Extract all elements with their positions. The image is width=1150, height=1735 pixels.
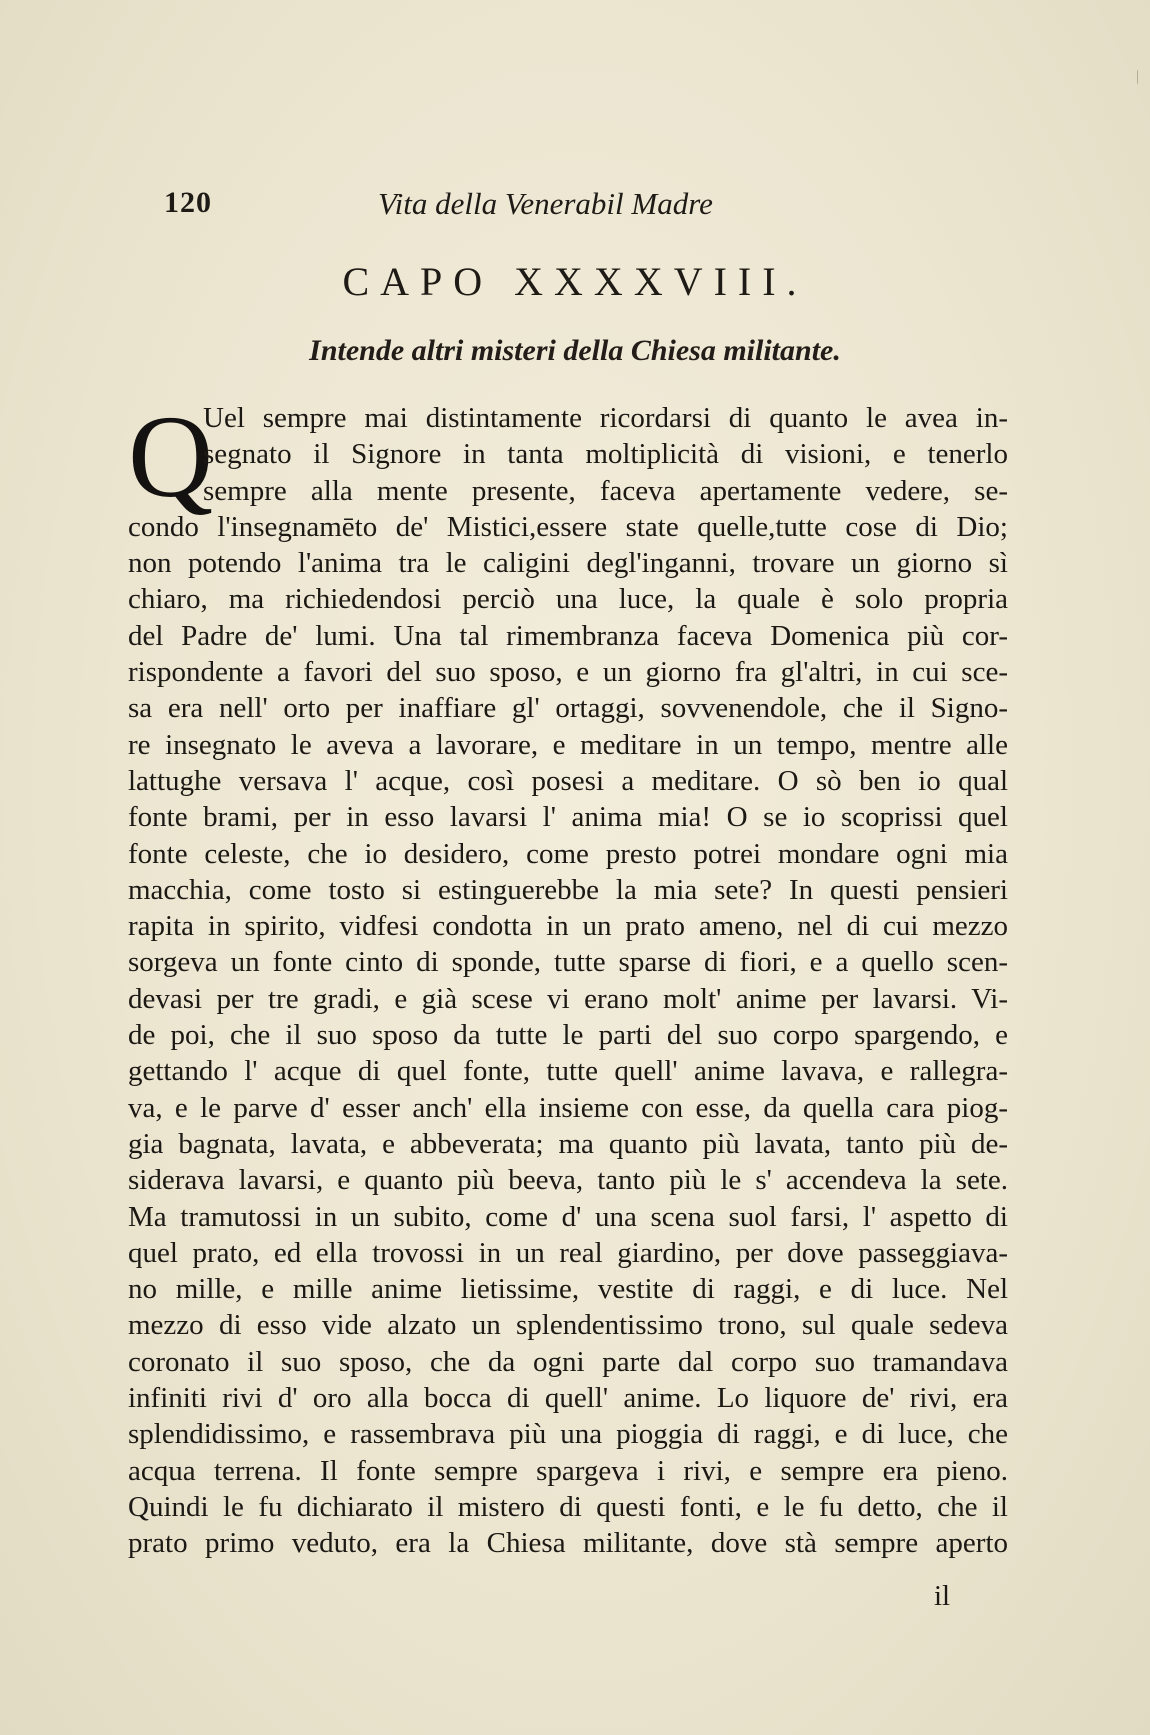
text-line: condo l'insegnamēto de' Mistici,essere state quelle,tutte cose di Dio; (128, 510, 1008, 543)
text-line: acqua terrena. Il fonte sempre spargeva i rivi, e sempre era pieno. (128, 1454, 1008, 1487)
text-line: segnato il Signore in tanta moltiplicità di visioni, e tenerlo (203, 438, 1008, 471)
text-line: Uel sempre mai distintamente ricordarsi di quanto le avea in- (203, 402, 1008, 434)
text-line: macchia, come tosto si estinguerebbe la mia sete? In questi pensieri (128, 873, 1008, 906)
text-line: mezzo di esso vide alzato un splendentissimo trono, sul quale sedeva (128, 1309, 1008, 1342)
text-line: de poi, che il suo sposo da tutte le parti del suo corpo spargendo, e (128, 1019, 1008, 1052)
text-line: rapita in spirito, vidfesi condotta in un prato ameno, nel di cui mezzo (128, 910, 1008, 943)
body-text (128, 391, 1008, 1562)
text-line: Quindi le fu dichiarato il mistero di questi fonti, e le fu detto, che il (128, 1490, 1008, 1523)
text-line: coronato il suo sposo, che da ogni parte dal corpo suo tramandava (128, 1345, 1008, 1378)
text-line: va, e le parve d' esser anch' ella insieme con esse, da quella cara piog- (128, 1091, 1008, 1124)
text-line: siderava lavarsi, e quanto più beeva, tanto più le s' accendeva la sete. (128, 1164, 1008, 1197)
chapter-title: CAPO XXXXVIII. (342, 259, 808, 304)
text-line: devasi per tre gradi, e già scese vi erano molt' anime per lavarsi. Vi- (128, 982, 1008, 1015)
text-line: gettando l' acque di quel fonte, tutte quell' anime lavava, e rallegra- (128, 1055, 1008, 1088)
text-line: fonte celeste, che io desidero, come presto potrei mondare ogni mia (128, 837, 1008, 870)
text-line: chiaro, ma richiedendosi perciò una luce, la quale è solo propria (128, 583, 1008, 616)
text-line: re insegnato le aveva a lavorare, e meditare in un tempo, mentre alle (128, 728, 1008, 761)
text-line: no mille, e mille anime lietissime, vestite di raggi, e di luce. Nel (128, 1273, 1008, 1306)
text-line: infiniti rivi d' oro alla bocca di quell' anime. Lo liquore de' rivi, era (128, 1382, 1008, 1415)
catchword: il (934, 1580, 951, 1612)
text-line: splendidissimo, e rassembrava più una pioggia di raggi, e di luce, che (128, 1418, 1008, 1451)
text-line: rispondente a favori del suo sposo, e un giorno fra gl'altri, in cui sce- (128, 656, 1008, 689)
drop-cap: Q (128, 391, 214, 522)
chapter-subtitle: Intende altri misteri della Chiesa militante. (309, 334, 841, 367)
text-line: del Padre de' lumi. Una tal rimembranza faceva Domenica più cor- (128, 619, 1008, 652)
page-edge-mark (1137, 70, 1140, 84)
text-line: fonte brami, per in esso lavarsi l' anima mia! O se io scoprissi quel (128, 801, 1008, 834)
page-number: 120 (164, 186, 212, 219)
text-line: Ma tramutossi in un subito, come d' una scena suol farsi, l' aspetto di (128, 1200, 1008, 1233)
text-line: gia bagnata, lavata, e abbeverata; ma quanto più lavata, tanto più de- (128, 1127, 1008, 1160)
text-line: prato primo veduto, era la Chiesa militante, dove stà sempre aperto (128, 1527, 1008, 1560)
text-line: lattughe versava l' acque, così posesi a meditare. O sò ben io qual (128, 764, 1008, 797)
text-line: sorgeva un fonte cinto di sponde, tutte sparse di fiori, e a quello scen- (128, 946, 1008, 979)
text-line: sempre alla mente presente, faceva apertamente vedere, se- (203, 474, 1008, 507)
page-header (130, 186, 990, 226)
text-line: non potendo l'anima tra le caligini degl'inganni, trovare un giorno sì (128, 547, 1008, 580)
running-title: Vita della Venerabil Madre (378, 186, 713, 221)
text-line: sa era nell' orto per inaffiare gl' ortaggi, sovvenendole, che il Signo- (128, 692, 1008, 725)
text-line: quel prato, ed ella trovossi in un real giardino, per dove passeggiava- (128, 1236, 1008, 1269)
